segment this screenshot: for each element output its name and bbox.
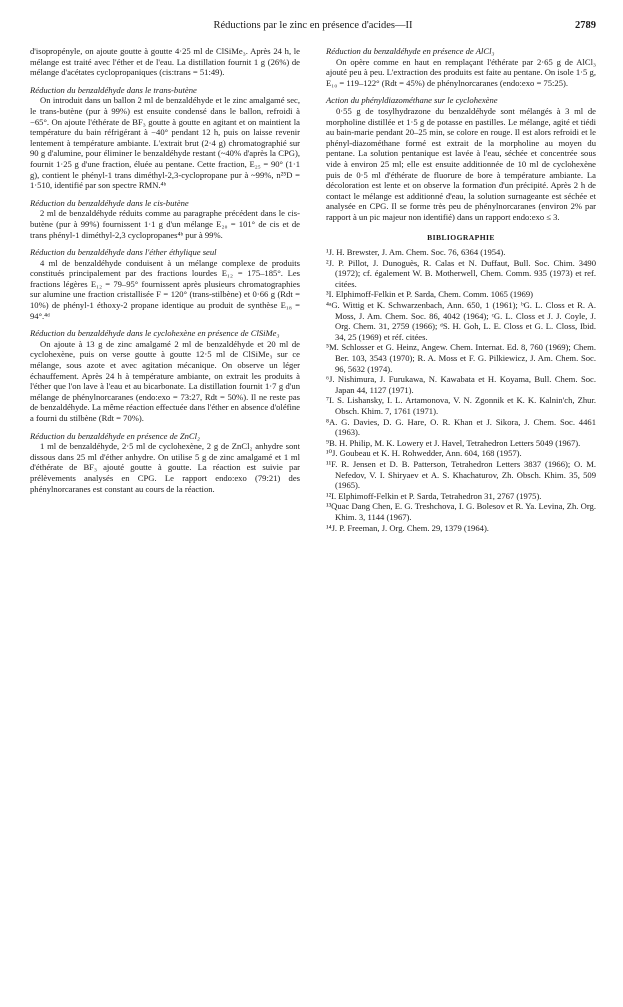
reference-item: ¹⁰J. Goubeau et K. H. Rohwedder, Ann. 604, 168 (1957).	[326, 448, 522, 459]
reference-item: ¹J. H. Brewster, J. Am. Chem. Soc. 76, 6364 (1954).	[326, 247, 506, 258]
reference-item: ⁸A. G. Davies, D. G. Hare, O. R. Khan et J. Sikora, J. Chem. Soc. 4461 (1963).	[326, 416, 596, 438]
section-paragraph: 0·55 g de tosylhydrazone du benzaldéhyde sont mélangés à 3 ml de morpholine distillée et 1·5 g de potasse en pastilles. Le mélange, agité et tiédi au bain-marie pendant 20–25 min, se colore en rouge. Il est alors refroidi et le phényl-diazométhane formé est extrait de la morpholine au moyen du pentane. La solution pentanique est lavée à l'eau, séchée et concentrée sous vide à environ 25 ml; elle est ensuite additionnée de 10 ml de cyclohexène puis de 0·5 ml d'éthérate de fluorure de bore à température ambiante. La décoloration est lente et on observe la formation d'un précipité. Après 2 h de contact le mélange est additionné d'eau, la solution surnageante est séchée et analysée en CPG. Il se forme très peu de phénylnorcaranes (environ 2% par rapport à un pic majeur non identifié) dans un rapport endo:exo ≤ 3.	[326, 105, 596, 222]
reference-item: ¹¹F. R. Jensen et D. B. Patterson, Tetrahedron Letters 3837 (1966); O. M. Nefedov, V. I. Shiryaev et A. S. Khachaturov, Zh. Obsch. Khim. 35, 509 (1965).	[326, 458, 596, 491]
section-paragraph: 1 ml de benzaldéhyde, 2·5 ml de cyclohexène, 2 g de ZnCl₂ anhydre sont dissous dans 25 ml d'éther anhydre. On utilise 5 g de zinc amalgamé et 1 ml d'éthérate de BF₃ ajouté goutte à goutte. La réaction est suivie par prélèvements analysés en CPG. Le rapport endo:exo (79:21) des phénylnorcaranes est constant au cours de la réaction.	[30, 441, 300, 494]
reference-item: ⁹B. H. Philip, M. K. Lowery et J. Havel, Tetrahedron Letters 5049 (1967).	[326, 437, 581, 448]
page-number: 2789	[575, 20, 596, 31]
right-column	[326, 46, 596, 533]
reference-item: ⁴ᵃG. Wittig et K. Schwarzenbach, Ann. 650, 1 (1961); ᵇG. L. Closs et R. A. Moss, J. Am. Chem. Soc. 86, 4042 (1964); ᶜG. L. Closs et J. J. Coyle, J. Org. Chem. 31, 2759 (1966); ᵈS. H. Goh, L. E. Closs et G. L. Closs, Ibid. 34, 25 (1969) et réf. citées.	[326, 300, 596, 342]
reference-list	[326, 247, 596, 533]
bibliography-heading: BIBLIOGRAPHIE	[427, 232, 495, 242]
reference-item: ³I. Elphimoff-Felkin et P. Sarda, Chem. Comm. 1065 (1969)	[326, 289, 533, 300]
reference-item: ⁵M. Schlosser et G. Heinz, Angew. Chem. Internat. Ed. 8, 760 (1969); Chem. Ber. 103, 3543 (1970); R. A. Moss et F. G. Pilkiewicz, J. Am. Chem. Soc. 96, 5632 (1974).	[326, 342, 596, 374]
section-paragraph: On opère comme en haut en remplaçant l'éthérate par 2·65 g de AlCl₃ ajouté peu à peu. L'extraction des produits est faite au pentane. On isole 1·5 g, E₁₀ = 119–122° (Rdt = 45%) de phénylnorcaranes (endo:exo = 75:25).	[326, 56, 596, 88]
page-header	[30, 20, 596, 36]
left-column	[30, 46, 300, 494]
reference-item: ¹⁴J. P. Freeman, J. Org. Chem. 29, 1379 (1964).	[326, 522, 489, 533]
section-title: Réduction du benzaldéhyde dans le cis-butène	[30, 197, 189, 208]
section-title: Réduction du benzaldéhyde en présence de AlCl₃	[326, 46, 495, 56]
section-title: Réduction du benzaldéhyde dans le cyclohexène en présence de ClSiMe₃	[30, 328, 280, 339]
section-paragraph: 2 ml de benzaldéhyde réduits comme au paragraphe précédent dans le cis-butène (pur à 99%) fournissent 1·1 g d'un mélange E₂₀ = 101° de cis et de trans phényl-1 diméthyl-2,3 cyclopropanes⁴ᵇ pur à 99%.	[30, 208, 300, 240]
reference-item: ⁷I. S. Lishansky, I. L. Artamonova, V. N. Zgonnik et K. K. Kalnin'ch, Zhur. Obsch. Khim. 7, 1761 (1971).	[326, 395, 596, 416]
section-title: Action du phényldiazométhane sur le cyclohexène	[326, 95, 498, 106]
section-title: Réduction du benzaldéhyde en présence de ZnCl₂	[30, 430, 201, 441]
section-paragraph: 4 ml de benzaldéhyde conduisent à un mélange complexe de produits constitués principalement par des fractions lourdes E₁₂ = 175–185°. Les fractions légères E₁₂ = 79–95° fournissent après plusieurs chromatographies sur alumine une fraction cristallisée F = 120° (trans-stilbène) et 0·66 g (Rdt = 10%) de phényl-1 éthoxy-2 propane identique au produit de synthèse E₁₈ = 94°.⁴ᵈ	[30, 257, 300, 321]
reference-item: ¹³Quac Dang Chen, E. G. Treshchova, I. G. Bolesov et R. Ya. Levina, Zh. Org. Khim. 3, 1144 (1967).	[326, 501, 596, 522]
section-paragraph: On ajoute à 13 g de zinc amalgamé 2 ml de benzaldéhyde et 20 ml de cyclohexène, puis on verse goutte à goutte 12·5 ml de ClSiMe₃ sur ce mélange, sous azote et avec agitation mécanique. On observe un léger échauffement. Après 24 h à température ambiante, on extrait les produits à l'éther que l'on lave à l'eau et au bicarbonate. La distillation fournit 1·7 g d'un mélange de phénylnorcaranes (endo:exo = 73:27, Rdt = 50%). Il ne reste pas de benzaldéhyde. La même réaction effectuée dans l'éther en absence d'oléfine a fourni du stilbène (Rdt = 70%).	[30, 338, 300, 423]
reference-item: ¹²I. Elphimoff-Felkin et P. Sarda, Tetrahedron 31, 2767 (1975).	[326, 490, 542, 501]
section-title: Réduction du benzaldéhyde dans l'éther éthylique seul	[30, 247, 217, 258]
intro-paragraph: d'isopropényle, on ajoute goutte à goutte 4·25 ml de ClSiMe₃. Après 24 h, le mélange est traité avec l'éther et de l'eau. La distillation fournit 1 g (26%) de mélange d'acétates cyclopropaniques (cis:trans = 51:49).	[30, 46, 300, 78]
running-title: Réductions par le zinc en présence d'acides—II	[213, 20, 413, 31]
section-paragraph: On introduit dans un ballon 2 ml de benzaldéhyde et le zinc amalgamé sec, le trans-butène (pur à 99%) est ensuite condensé dans le ballon, refroidi à −65°. On ajoute l'éthérate de BF₃ goutte à goutte en agitant et on maintient la température du bain réfrigérant à −40° pendant 12 h, puis on laisse revenir lentement à température ambiante. L'extrait brut (2·4 g) chromatographié sur 90 g d'alumine, pour éliminer le benzaldéhyde restant (~40% d'après la CPG), fournit 1·25 g d'une fraction, éluée au pentane. Cette fraction, E₂₅ = 90° (1·1 g), contient le phényl-1 trans diméthyl-2,3-cyclopropane pur à ~99%, n²⁵D = 1·510, identifié par son spectre RMN.⁴ᵇ	[30, 95, 300, 191]
section-title: Réduction du benzaldéhyde dans le trans-butène	[30, 84, 197, 95]
reference-item: ²J. P. Pillot, J. Dunoguès, R. Calas et N. Duffaut, Bull. Soc. Chim. 3490 (1972); cf. également W. B. Motherwell, Chem. Comm. 935 (1973) et ref. citées.	[326, 257, 596, 289]
reference-item: ⁶J. Nishimura, J. Furukawa, N. Kawabata et H. Koyama, Bull. Chem. Soc. Japan 44, 1127 (1971).	[326, 374, 596, 395]
